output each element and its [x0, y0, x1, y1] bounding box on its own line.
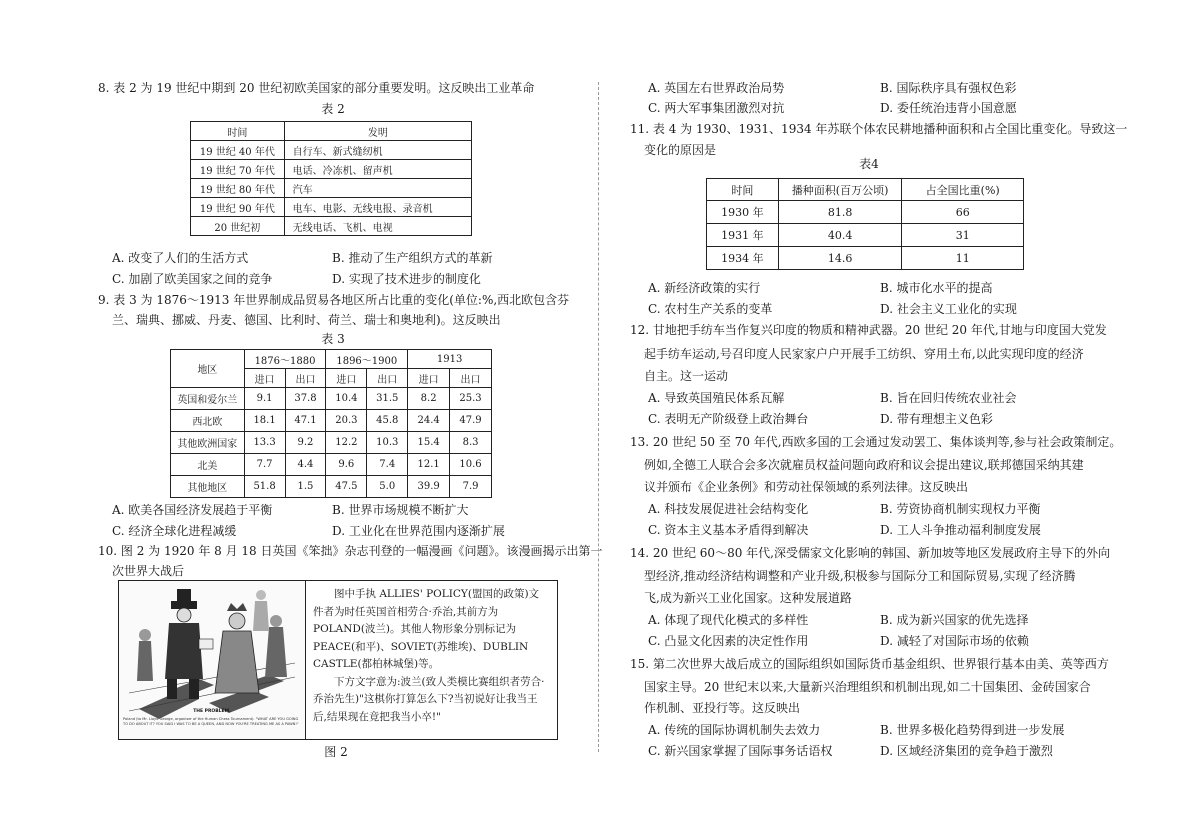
- table-cell: 其他地区: [171, 476, 245, 498]
- table-cell: 9.2: [285, 432, 326, 454]
- figure2-caption: 图 2: [324, 745, 348, 759]
- table3-header-period: 1896～1900: [326, 350, 408, 369]
- q12-stem-line1: 12. 甘地把手纺车当作复兴印度的物质和精神武器。20 世纪 20 年代,甘地与印度国大党发: [630, 323, 1107, 337]
- q13-stem-line3: 议并颁布《企业条例》和劳动社保领域的系列法律。这反映出: [644, 480, 969, 494]
- table-row: [171, 432, 492, 454]
- table-cell: 14.6: [778, 247, 902, 270]
- table-cell: 18.1: [244, 410, 285, 432]
- q12-option-d[interactable]: D. 带有理想主义色彩: [880, 412, 993, 426]
- figure2-para2: 下方文字意为:波兰(致人类模比赛组织者劳合·乔治先生)"这棋你打算怎么下?当初说好让我当王后,结果现在竟把我当小卒!": [313, 675, 545, 723]
- cartoon-image: [119, 581, 306, 739]
- table2-header-time: 时间: [191, 122, 285, 141]
- table-cell: 51.8: [244, 476, 285, 498]
- table-cell: 8.2: [408, 388, 450, 410]
- table-cell: 10.3: [367, 432, 408, 454]
- q13-stem-line2: 例如,全德工人联合会多次就雇员权益问题向政府和议会提出建议,联邦德国采纳其建: [644, 458, 1084, 472]
- q13-stem-line1: 13. 20 世纪 50 至 70 年代,西欧多国的工会通过发动罢工、集体谈判等,参与社会政策制定。: [630, 435, 1122, 449]
- table3: [170, 349, 492, 498]
- table-cell: 1.5: [285, 476, 326, 498]
- table2-header-invention: 发明: [284, 122, 471, 141]
- table-cell: 英国和爱尔兰: [171, 388, 245, 410]
- table3-subheader-import: 进口: [408, 369, 450, 388]
- table3-subheader-export: 出口: [285, 369, 326, 388]
- figure2-para1: 图中手执 ALLIES' POLICY(盟国的政策)文件者为时任英国首相劳合·乔治,其前方为 POLAND(波兰)。其他人物形象分别标记为 PEACE(和平)、SOVIET(苏维埃)、DUBLIN CASTLE(都柏林城堡)等。: [313, 588, 540, 670]
- table-cell: 电话、冷冻机、留声机: [284, 160, 471, 179]
- figure2-description: [313, 586, 549, 726]
- q15-stem-line3: 作机制、亚投行等。这反映出: [644, 701, 801, 715]
- table-row: [191, 198, 472, 217]
- table3-header-period: 1913: [408, 350, 492, 369]
- table-cell: 81.8: [778, 201, 902, 224]
- q13-option-b[interactable]: B. 劳资协商机制实现权力平衡: [880, 502, 1041, 516]
- table-cell: 31.5: [367, 388, 408, 410]
- table4-header-time: 时间: [707, 179, 779, 201]
- q8-option-a[interactable]: A. 改变了人们的生活方式: [112, 251, 249, 265]
- table-cell: 4.4: [285, 454, 326, 476]
- table-row: [171, 454, 492, 476]
- q9-option-a[interactable]: A. 欧美各国经济发展趋于平衡: [112, 503, 273, 517]
- table-cell: 12.1: [408, 454, 450, 476]
- table3-subheader-import: 进口: [244, 369, 285, 388]
- cartoon-credit: Poland (to Mr. Lloyd George, organiser of the Human Chess Tournament). "WHAT ARE YOU GOING TO DO ABOUT IT? YOU SAID I WAS TO BE A QUEEN, AND NOW YOU'RE TREATING ME AS A PAWN!": [123, 717, 299, 726]
- table-cell: 10.4: [326, 388, 367, 410]
- table3-header-region: 地区: [171, 350, 245, 388]
- table-cell: 9.1: [244, 388, 285, 410]
- q11-option-d[interactable]: D. 社会主义工业化的实现: [880, 302, 1017, 316]
- table-cell: 45.8: [367, 410, 408, 432]
- table-row: [191, 160, 472, 179]
- q14-option-b[interactable]: B. 成为新兴国家的优先选择: [880, 613, 1029, 627]
- q11-option-b[interactable]: B. 城市化水平的提高: [880, 281, 993, 295]
- q15-option-c[interactable]: C. 新兴国家掌握了国际事务话语权: [648, 744, 833, 758]
- column-divider: [598, 82, 599, 752]
- q15-stem-line2: 国家主导。20 世纪末以来,大量新兴治理组织和机制出现,如二十国集团、金砖国家合: [644, 680, 1091, 694]
- table-cell: 1930 年: [707, 201, 779, 224]
- table-cell: 西北欧: [171, 410, 245, 432]
- table-cell: 11: [902, 247, 1024, 270]
- q8-option-d[interactable]: D. 实现了技术进步的制度化: [332, 272, 481, 286]
- table-cell: 40.4: [778, 224, 902, 247]
- q10-option-d[interactable]: D. 委任统治违背小国意愿: [880, 101, 1017, 115]
- table4-caption: 表4: [859, 157, 879, 171]
- q14-option-d[interactable]: D. 减轻了对国际市场的依赖: [880, 634, 1029, 648]
- table-cell: 47.5: [326, 476, 367, 498]
- table-cell: 12.2: [326, 432, 367, 454]
- table3-subheader-export: 出口: [450, 369, 492, 388]
- table-row: [191, 217, 472, 236]
- table-cell: 47.1: [285, 410, 326, 432]
- table-cell: 北美: [171, 454, 245, 476]
- q12-option-a[interactable]: A. 导致英国殖民体系瓦解: [648, 391, 785, 405]
- q11-stem-line2: 变化的原因是: [644, 143, 717, 157]
- q9-stem-line2: 兰、瑞典、挪威、丹麦、德国、比利时、荷兰、瑞士和奥地利)。这反映出: [112, 313, 501, 327]
- table-cell: 47.9: [450, 410, 492, 432]
- q14-option-c[interactable]: C. 凸显文化因素的决定性作用: [648, 634, 809, 648]
- q8-stem: 8. 表 2 为 19 世纪中期到 20 世纪初欧美国家的部分重要发明。这反映出工业革命: [98, 81, 535, 95]
- table-cell: 7.7: [244, 454, 285, 476]
- table-cell: 5.0: [367, 476, 408, 498]
- table-cell: 31: [902, 224, 1024, 247]
- table-cell: 24.4: [408, 410, 450, 432]
- q15-option-d[interactable]: D. 区域经济集团的竞争趋于激烈: [880, 744, 1053, 758]
- cartoon-title: THE PROBLEM.: [193, 709, 231, 714]
- q14-option-a[interactable]: A. 体现了现代化模式的多样性: [648, 613, 809, 627]
- q12-stem-line2: 起手纺车运动,号召印度人民家家户户开展手工纺织、穿用土布,以此实现印度的经济: [644, 347, 1084, 361]
- table-cell: 20 世纪初: [191, 217, 285, 236]
- q12-stem-line3: 自主。这一运动: [644, 369, 729, 383]
- table2-caption: 表 2: [321, 102, 345, 116]
- table4-header-area: 播种面积(百万公顷): [778, 179, 902, 201]
- table-cell: 自行车、新式缝纫机: [284, 141, 471, 160]
- table3-caption: 表 3: [321, 332, 345, 346]
- table-cell: 9.6: [326, 454, 367, 476]
- table-cell: 39.9: [408, 476, 450, 498]
- table-row: [171, 476, 492, 498]
- table-cell: 7.4: [367, 454, 408, 476]
- left-column: [98, 0, 603, 837]
- table-cell: 19 世纪 40 年代: [191, 141, 285, 160]
- table-cell: 19 世纪 90 年代: [191, 198, 285, 217]
- q9-option-d[interactable]: D. 工业化在世界范围内逐渐扩展: [332, 524, 505, 538]
- table-row: [171, 388, 492, 410]
- q15-option-a[interactable]: A. 传统的国际协调机制失去效力: [648, 723, 821, 737]
- table-cell: 37.8: [285, 388, 326, 410]
- table-cell: 66: [902, 201, 1024, 224]
- q11-option-a[interactable]: A. 新经济政策的实行: [648, 281, 761, 295]
- table-row: [191, 179, 472, 198]
- table-cell: 19 世纪 80 年代: [191, 179, 285, 198]
- q15-stem-line1: 15. 第二次世界大战后成立的国际组织如国际货币基金组织、世界银行基本由美、英等西方: [630, 657, 1109, 671]
- q11-stem-line1: 11. 表 4 为 1930、1931、1934 年苏联个体农民耕地播种面积和占全国比重变化。导致这一: [630, 122, 1128, 136]
- q9-option-b[interactable]: B. 世界市场规模不断扩大: [332, 503, 469, 517]
- table3-header-period: 1876～1880: [244, 350, 326, 369]
- q11-option-c[interactable]: C. 农村生产关系的变革: [648, 302, 773, 316]
- table2: [190, 121, 472, 236]
- table-row: [171, 410, 492, 432]
- q10-stem-line2: 次世界大战后: [112, 564, 185, 578]
- table3-subheader-import: 进口: [326, 369, 367, 388]
- figure2: [118, 580, 558, 740]
- table-cell: 无线电话、飞机、电视: [284, 217, 471, 236]
- q9-stem-line1: 9. 表 3 为 1876～1913 年世界制成品贸易各地区所占比重的变化(单位:%,西北欧包含芬: [98, 293, 570, 307]
- table-cell: 1934 年: [707, 247, 779, 270]
- table-cell: 10.6: [450, 454, 492, 476]
- table-row: [707, 201, 1024, 224]
- q10-option-a[interactable]: A. 英国左右世界政治局势: [648, 81, 785, 95]
- table-cell: 13.3: [244, 432, 285, 454]
- table-cell: 其他欧洲国家: [171, 432, 245, 454]
- q14-stem-line2: 型经济,推动经济结构调整和产业升级,积极参与国际分工和国际贸易,实现了经济腾: [644, 569, 1076, 583]
- table-cell: 25.3: [450, 388, 492, 410]
- q9-option-c[interactable]: C. 经济全球化进程减缓: [112, 524, 237, 538]
- q10-option-c[interactable]: C. 两大军事集团激烈对抗: [648, 101, 785, 115]
- q13-option-d[interactable]: D. 工人斗争推动福利制度发展: [880, 523, 1041, 537]
- q10-stem-line1: 10. 图 2 为 1920 年 8 月 18 日英国《笨拙》杂志刊登的一幅漫画《问题》。该漫画揭示出第一: [98, 544, 603, 558]
- table-cell: 15.4: [408, 432, 450, 454]
- table-cell: 8.3: [450, 432, 492, 454]
- q12-option-c[interactable]: C. 表明无产阶级登上政治舞台: [648, 412, 809, 426]
- table-cell: 汽车: [284, 179, 471, 198]
- q12-option-b[interactable]: B. 旨在回归传统农业社会: [880, 391, 1017, 405]
- table-cell: 7.9: [450, 476, 492, 498]
- q8-option-b[interactable]: B. 推动了生产组织方式的革新: [332, 251, 493, 265]
- q10-option-b[interactable]: B. 国际秩序具有强权色彩: [880, 81, 1017, 95]
- table4: [706, 178, 1024, 270]
- q8-option-c[interactable]: C. 加剧了欧美国家之间的竞争: [112, 272, 273, 286]
- q13-option-a[interactable]: A. 科技发展促进社会结构变化: [648, 502, 809, 516]
- table-cell: 1931 年: [707, 224, 779, 247]
- table-row: [707, 247, 1024, 270]
- table-cell: 20.3: [326, 410, 367, 432]
- table4-header-share: 占全国比重(%): [902, 179, 1024, 201]
- table-row: [191, 141, 472, 160]
- table3-subheader-export: 出口: [367, 369, 408, 388]
- cartoon-illustration-icon: [119, 581, 305, 739]
- q15-option-b[interactable]: B. 世界多极化趋势得到进一步发展: [880, 723, 1065, 737]
- q13-option-c[interactable]: C. 资本主义基本矛盾得到解决: [648, 523, 809, 537]
- q14-stem-line3: 飞,成为新兴工业化国家。这种发展道路: [644, 591, 852, 605]
- table-row: [707, 224, 1024, 247]
- table-cell: 19 世纪 70 年代: [191, 160, 285, 179]
- table-cell: 电车、电影、无线电报、录音机: [284, 198, 471, 217]
- right-column: [630, 0, 1128, 837]
- q14-stem-line1: 14. 20 世纪 60～80 年代,深受儒家文化影响的韩国、新加坡等地区发展政府主导下的外向: [630, 546, 1110, 560]
